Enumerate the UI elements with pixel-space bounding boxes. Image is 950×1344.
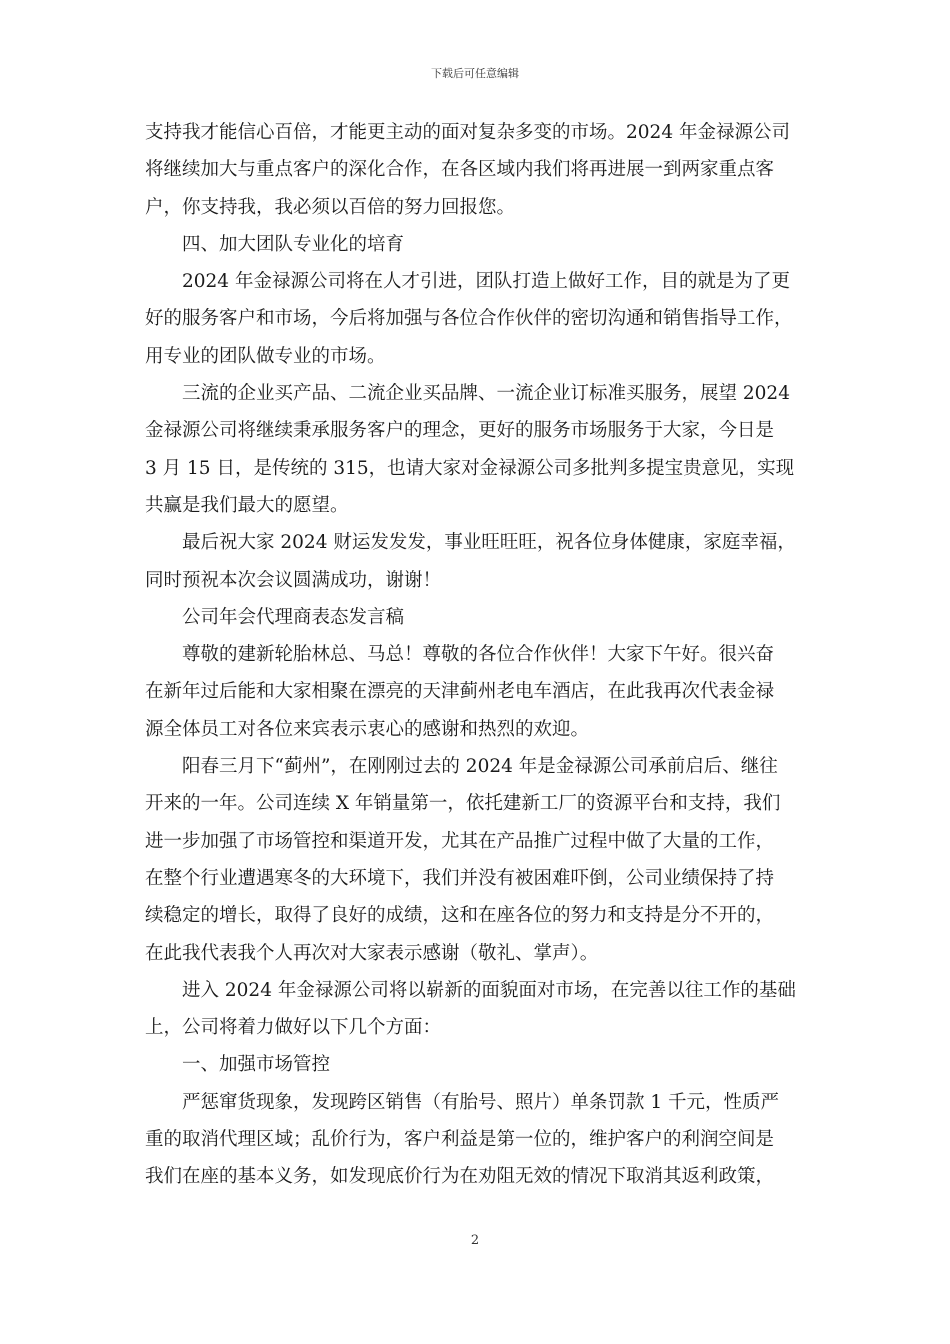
document-body [145, 114, 813, 1196]
text-line: 2024 年金禄源公司将在人才引进，团队打造上做好工作，目的就是为了更 [182, 271, 790, 293]
text-line: 进一步加强了市场管控和渠道开发，尤其在产品推广过程中做了大量的工作， [145, 830, 775, 852]
section-heading: 一、加强市场管控 [182, 1054, 331, 1076]
page-number: 2 [470, 1233, 480, 1248]
text-line: 在新年过后能和大家相聚在漂亮的天津蓟州老电车酒店，在此我再次代表金禄 [145, 681, 775, 703]
text-line: 共赢是我们最大的愿望。 [145, 494, 349, 516]
text-line: 源全体员工对各位来宾表示衷心的感谢和热烈的欢迎。 [145, 718, 590, 740]
text-line: 开来的一年。公司连续 X 年销量第一，依托建新工厂的资源平台和支持，我们 [145, 793, 781, 815]
text-line: 3 月 15 日，是传统的 315，也请大家对金禄源公司多批判多提宝贵意见，实现 [145, 457, 795, 479]
text-line: 续稳定的增长，取得了良好的成绩，这和在座各位的努力和支持是分不开的， [145, 905, 775, 927]
text-line: 三流的企业买产品、二流企业买品牌、一流企业订标准买服务，展望 2024 [182, 383, 790, 405]
text-line: 尊敬的建新轮胎林总、马总！尊敬的各位合作伙伴！大家下午好。很兴奋 [182, 644, 775, 666]
text-line: 严惩窜货现象，发现跨区销售（有胎号、照片）单条罚款 1 千元，性质严 [182, 1091, 780, 1113]
text-line: 同时预祝本次会议圆满成功，谢谢！ [145, 569, 442, 591]
text-line: 我们在座的基本义务，如发现底价行为在劝阻无效的情况下取消其返利政策， [145, 1166, 775, 1188]
text-line: 进入 2024 年金禄源公司将以崭新的面貌面对市场，在完善以往工作的基础 [182, 979, 796, 1001]
section-heading: 四、加大团队专业化的培育 [182, 233, 405, 255]
text-line: 户，你支持我，我必须以百倍的努力回报您。 [145, 196, 516, 218]
text-line: 在此我代表我个人再次对大家表示感谢（敬礼、掌声）。 [145, 942, 599, 964]
document-title: 公司年会代理商表态发言稿 [182, 606, 405, 628]
text-line: 金禄源公司将继续秉承服务客户的理念，更好的服务市场服务于大家，今日是 [145, 420, 775, 442]
text-line: 最后祝大家 2024 财运发发发，事业旺旺旺，祝各位身体健康，家庭幸福， [182, 532, 796, 554]
page-header: 下载后可任意编辑 [431, 67, 519, 80]
text-line: 用专业的团队做专业的市场。 [145, 345, 386, 367]
text-line: 支持我才能信心百倍，才能更主动的面对复杂多变的市场。2024 年金禄源公司 [145, 122, 790, 143]
text-line: 阳春三月下“蓟州”，在刚刚过去的 2024 年是金禄源公司承前启后、继往 [182, 756, 778, 778]
text-line: 好的服务客户和市场，今后将加强与各位合作伙伴的密切沟通和销售指导工作， [145, 308, 793, 330]
text-line: 在整个行业遭遇寒冬的大环境下，我们并没有被困难吓倒，公司业绩保持了持 [145, 867, 775, 889]
text-line: 将继续加大与重点客户的深化合作，在各区域内我们将再进展一到两家重点客 [145, 159, 775, 181]
text-line: 上，公司将着力做好以下几个方面： [145, 1017, 442, 1039]
text-line: 重的取消代理区域；乱价行为，客户利益是第一位的，维护客户的利润空间是 [145, 1129, 775, 1151]
